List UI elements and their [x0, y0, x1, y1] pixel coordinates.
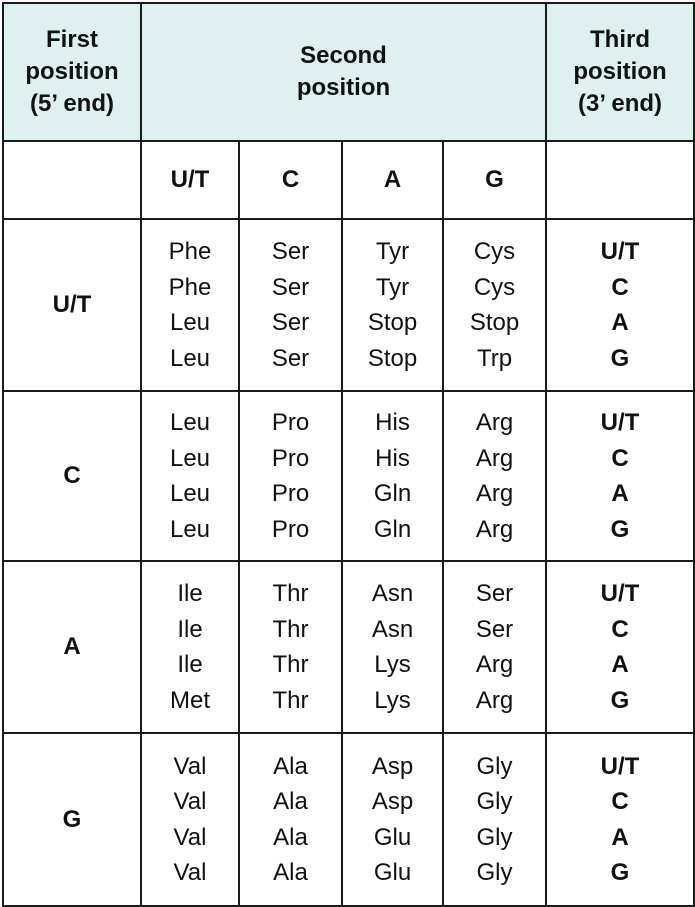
empty-corner-cell: [3, 141, 141, 219]
amino-acid-cell: [342, 561, 443, 733]
first-base-cell: U/T: [3, 219, 141, 391]
amino-acid: Val: [173, 752, 207, 780]
amino-acid: Thr: [272, 615, 309, 643]
amino-acid-cell: [239, 391, 342, 561]
second-base-row: [3, 141, 694, 219]
amino-acid: Pro: [271, 444, 310, 472]
empty-corner-cell: [546, 141, 694, 219]
amino-acid: Glu: [373, 823, 412, 851]
third-base-cell: [546, 391, 694, 561]
amino-acid: Ser: [271, 273, 310, 301]
third-base: U/T: [600, 580, 640, 607]
amino-acid: Arg: [475, 686, 514, 714]
third-base: C: [611, 788, 629, 815]
amino-acid: Ser: [475, 580, 514, 607]
amino-acid: His: [375, 409, 410, 436]
amino-acid: Ala: [273, 752, 308, 780]
amino-acid-cell: [141, 561, 239, 733]
amino-acid: Ile: [177, 580, 203, 607]
third-base: C: [611, 273, 629, 301]
amino-acid-cell: [141, 219, 239, 391]
amino-acid: Stop: [367, 344, 418, 372]
amino-acid: Glu: [373, 859, 412, 886]
third-base: G: [610, 686, 630, 714]
amino-acid: Ala: [273, 788, 308, 815]
second-base-cell: A: [342, 141, 443, 219]
amino-acid: Cys: [473, 238, 516, 265]
amino-acid: Phe: [168, 273, 212, 301]
third-base: C: [611, 615, 629, 643]
amino-acid: Leu: [169, 344, 211, 372]
third-base: A: [611, 823, 629, 851]
second-base-cell: C: [239, 141, 342, 219]
amino-acid: Tyr: [375, 273, 410, 301]
codon-rows: [3, 219, 694, 906]
codon-row: [3, 391, 694, 561]
header-row: [3, 3, 694, 141]
first-base-cell: A: [3, 561, 141, 733]
amino-acid-cell: [443, 219, 546, 391]
amino-acid: Asp: [371, 788, 414, 815]
amino-acid: Leu: [169, 444, 211, 472]
amino-acid: Asn: [371, 615, 414, 643]
amino-acid: Leu: [169, 409, 211, 436]
codon-row: [3, 733, 694, 906]
first-base-cell: C: [3, 391, 141, 561]
amino-acid: Met: [169, 686, 210, 714]
amino-acid: Val: [173, 823, 207, 851]
third-base: G: [610, 515, 630, 543]
amino-acid: Stop: [367, 309, 418, 336]
third-base: U/T: [600, 238, 640, 265]
amino-acid: Asn: [371, 580, 414, 607]
amino-acid: Ile: [177, 615, 203, 643]
amino-acid: Arg: [475, 409, 514, 436]
third-base: C: [611, 444, 629, 472]
amino-acid: Pro: [271, 409, 310, 436]
amino-acid-cell: [239, 561, 342, 733]
amino-acid: Thr: [272, 686, 309, 714]
third-base: U/T: [600, 752, 640, 780]
amino-acid: Arg: [475, 515, 514, 543]
third-base: G: [610, 859, 630, 886]
amino-acid: His: [375, 444, 410, 472]
second-position-header: Second position: [141, 3, 546, 141]
amino-acid: Pro: [271, 515, 310, 543]
amino-acid: Gly: [476, 788, 513, 815]
second-base-cell: U/T: [141, 141, 239, 219]
third-base: U/T: [600, 409, 640, 436]
amino-acid: Stop: [469, 309, 520, 336]
amino-acid: Gln: [373, 515, 412, 543]
amino-acid: Ser: [271, 238, 310, 265]
first-base-cell: G: [3, 733, 141, 906]
amino-acid: Thr: [272, 580, 309, 607]
amino-acid-cell: [342, 733, 443, 906]
amino-acid: Lys: [374, 651, 411, 678]
amino-acid: Pro: [271, 480, 310, 507]
first-position-header: First position (5’ end): [3, 3, 141, 141]
third-base: G: [610, 344, 630, 372]
amino-acid: Asp: [371, 752, 414, 780]
amino-acid: Arg: [475, 444, 514, 472]
amino-acid-cell: [141, 391, 239, 561]
amino-acid-cell: [443, 561, 546, 733]
amino-acid: Thr: [272, 651, 309, 678]
amino-acid: Trp: [476, 344, 513, 372]
third-base-cell: [546, 733, 694, 906]
amino-acid: Lys: [374, 686, 411, 714]
codon-row: [3, 219, 694, 391]
amino-acid: Gly: [476, 823, 513, 851]
amino-acid-cell: [342, 219, 443, 391]
third-base: A: [611, 309, 629, 336]
amino-acid: Ala: [273, 859, 308, 886]
second-base-cell: G: [443, 141, 546, 219]
third-base-cell: [546, 561, 694, 733]
amino-acid: Leu: [169, 515, 211, 543]
amino-acid-cell: [443, 391, 546, 561]
amino-acid: Ser: [271, 309, 310, 336]
amino-acid: Ile: [177, 651, 203, 678]
amino-acid: Gly: [476, 859, 513, 886]
amino-acid: Leu: [169, 309, 211, 336]
amino-acid: Tyr: [375, 238, 410, 265]
third-base: A: [611, 480, 629, 507]
amino-acid: Gly: [476, 752, 513, 780]
amino-acid-cell: [239, 733, 342, 906]
amino-acid: Gln: [373, 480, 412, 507]
amino-acid: Ser: [271, 344, 310, 372]
codon-row: [3, 561, 694, 733]
amino-acid-cell: [239, 219, 342, 391]
amino-acid-cell: [342, 391, 443, 561]
amino-acid: Ser: [475, 615, 514, 643]
amino-acid: Phe: [168, 238, 212, 265]
amino-acid: Ala: [273, 823, 308, 851]
amino-acid: Cys: [473, 273, 516, 301]
amino-acid: Arg: [475, 480, 514, 507]
amino-acid: Leu: [169, 480, 211, 507]
amino-acid-cell: [443, 733, 546, 906]
amino-acid: Val: [173, 788, 207, 815]
third-position-header: Third position (3’ end): [546, 3, 694, 141]
codon-table: [2, 2, 695, 907]
amino-acid: Arg: [475, 651, 514, 678]
third-base: A: [611, 651, 629, 678]
third-base-cell: [546, 219, 694, 391]
amino-acid: Val: [173, 859, 207, 886]
amino-acid-cell: [141, 733, 239, 906]
